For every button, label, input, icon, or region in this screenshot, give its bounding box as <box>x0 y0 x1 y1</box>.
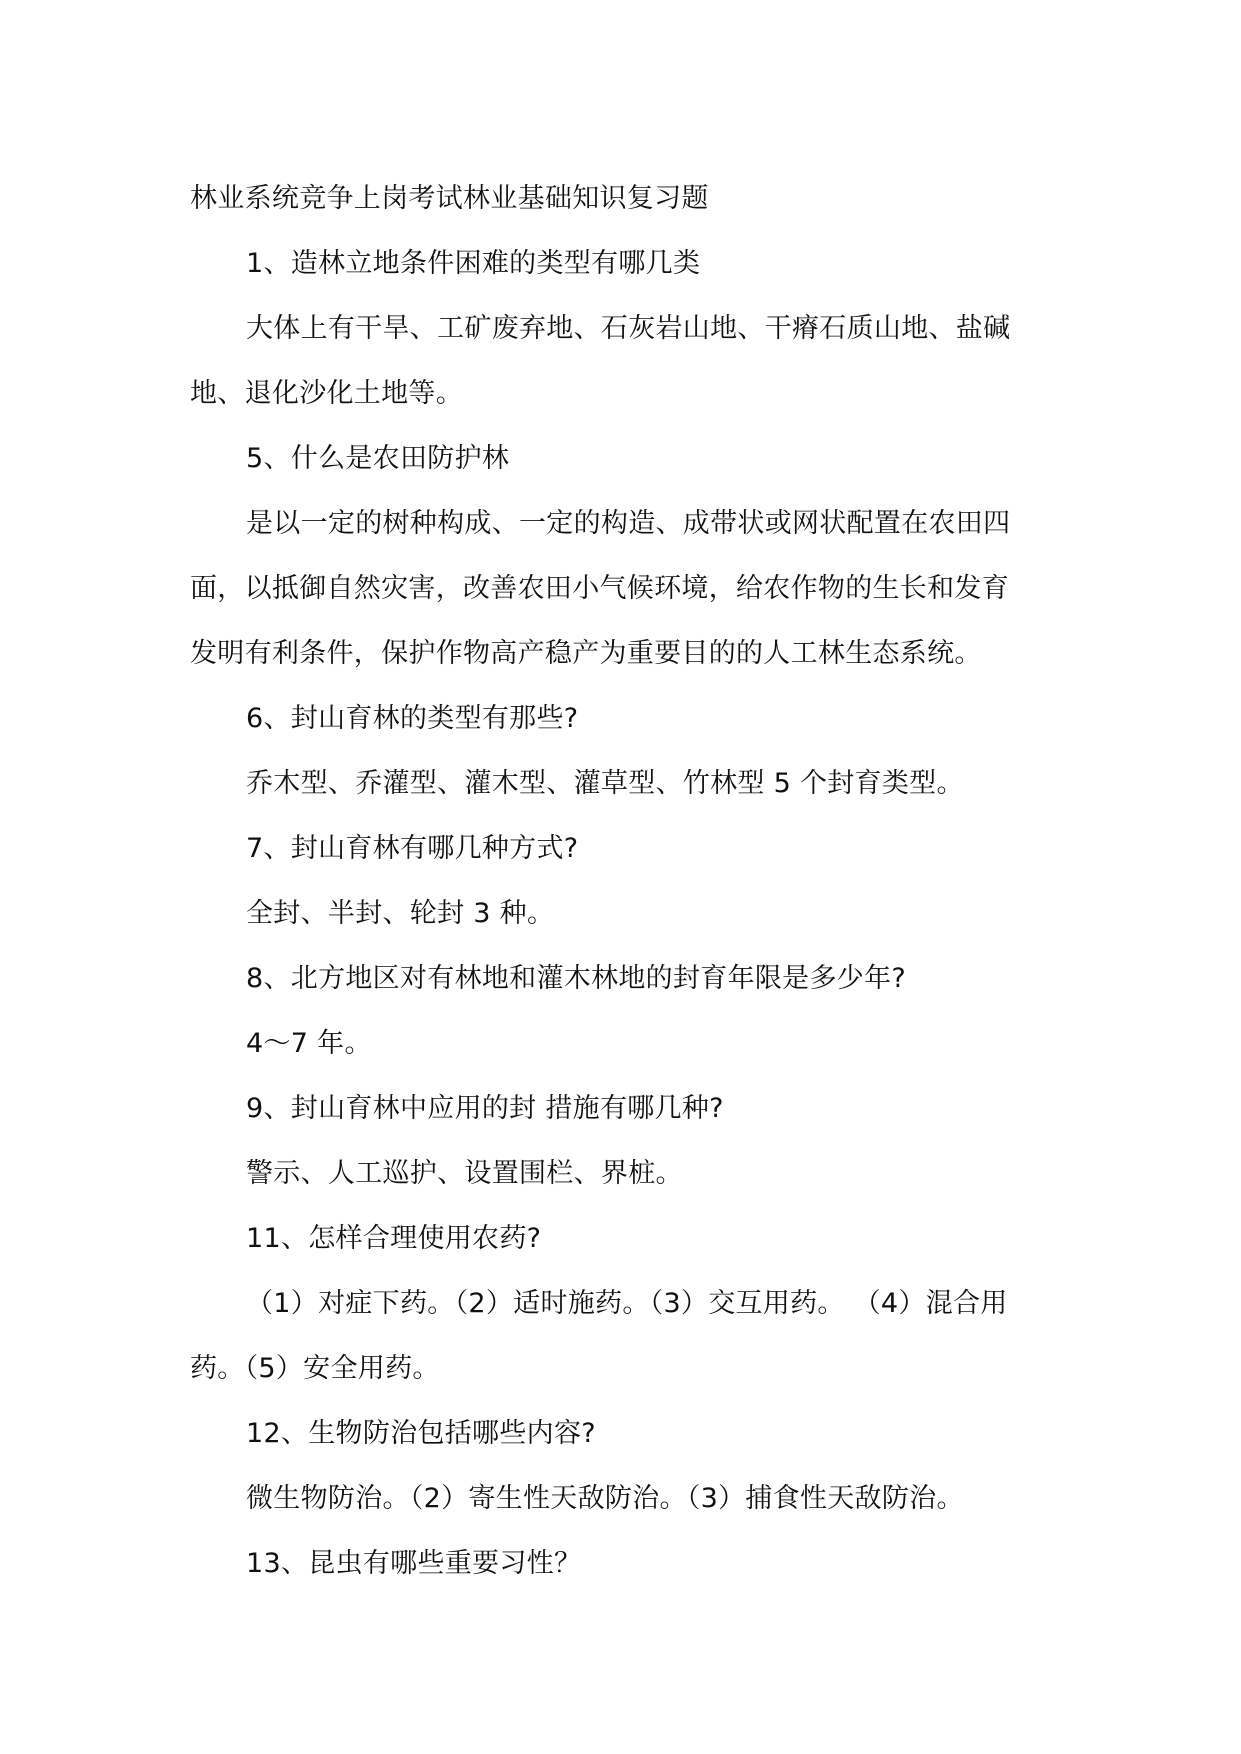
answer-11-line-2: 药。（5）安全用药。 <box>190 1353 440 1384</box>
question-13: 13、昆虫有哪些重要习性？ <box>246 1548 582 1579</box>
question-1: 1、造林立地条件困难的类型有哪几类 <box>246 248 701 279</box>
answer-1-line-2: 地、退化沙化土地等。 <box>190 378 463 409</box>
answer-7: 全封、半封、轮封 3 种。 <box>246 898 555 929</box>
question-7: 7、封山育林有哪几种方式? <box>246 833 579 864</box>
question-6: 6、封山育林的类型有那些? <box>246 703 579 734</box>
document-body <box>190 166 1060 1596</box>
answer-5-line-1: 是以一定的树种构成、一定的构造、成带状或网状配置在农田四 <box>246 508 1011 539</box>
question-5: 5、什么是农田防护林 <box>246 443 510 474</box>
document-title: 林业系统竞争上岗考试林业基础知识复习题 <box>190 183 709 214</box>
answer-9: 警示、人工巡护、设置围栏、界桩。 <box>246 1158 683 1189</box>
answer-1-line-1: 大体上有干旱、工矿废弃地、石灰岩山地、干瘠石质山地、盐碱 <box>246 313 1011 344</box>
question-11: 11、怎样合理使用农药? <box>246 1223 542 1254</box>
question-8: 8、北方地区对有林地和灌木林地的封育年限是多少年? <box>246 963 907 994</box>
answer-6: 乔木型、乔灌型、灌木型、灌草型、竹林型 5 个封育类型。 <box>246 768 964 799</box>
answer-11-line-1: （1）对症下药。（2）适时施药。（3）交互用药。 （4）混合用 <box>246 1288 1008 1319</box>
answer-5-line-2: 面，以抵御自然灾害，改善农田小气候环境，给农作物的生长和发育 <box>190 573 1009 604</box>
answer-12: 微生物防治。（2）寄生性天敌防治。（3）捕食性天敌防治。 <box>246 1483 964 1514</box>
answer-8: 4～7 年。 <box>246 1028 372 1059</box>
question-12: 12、生物防治包括哪些内容? <box>246 1418 596 1449</box>
answer-5-line-3: 发明有利条件，保护作物高产稳产为重要目的的人工林生态系统。 <box>190 638 982 669</box>
question-9: 9、封山育林中应用的封 措施有哪几种? <box>246 1093 724 1124</box>
